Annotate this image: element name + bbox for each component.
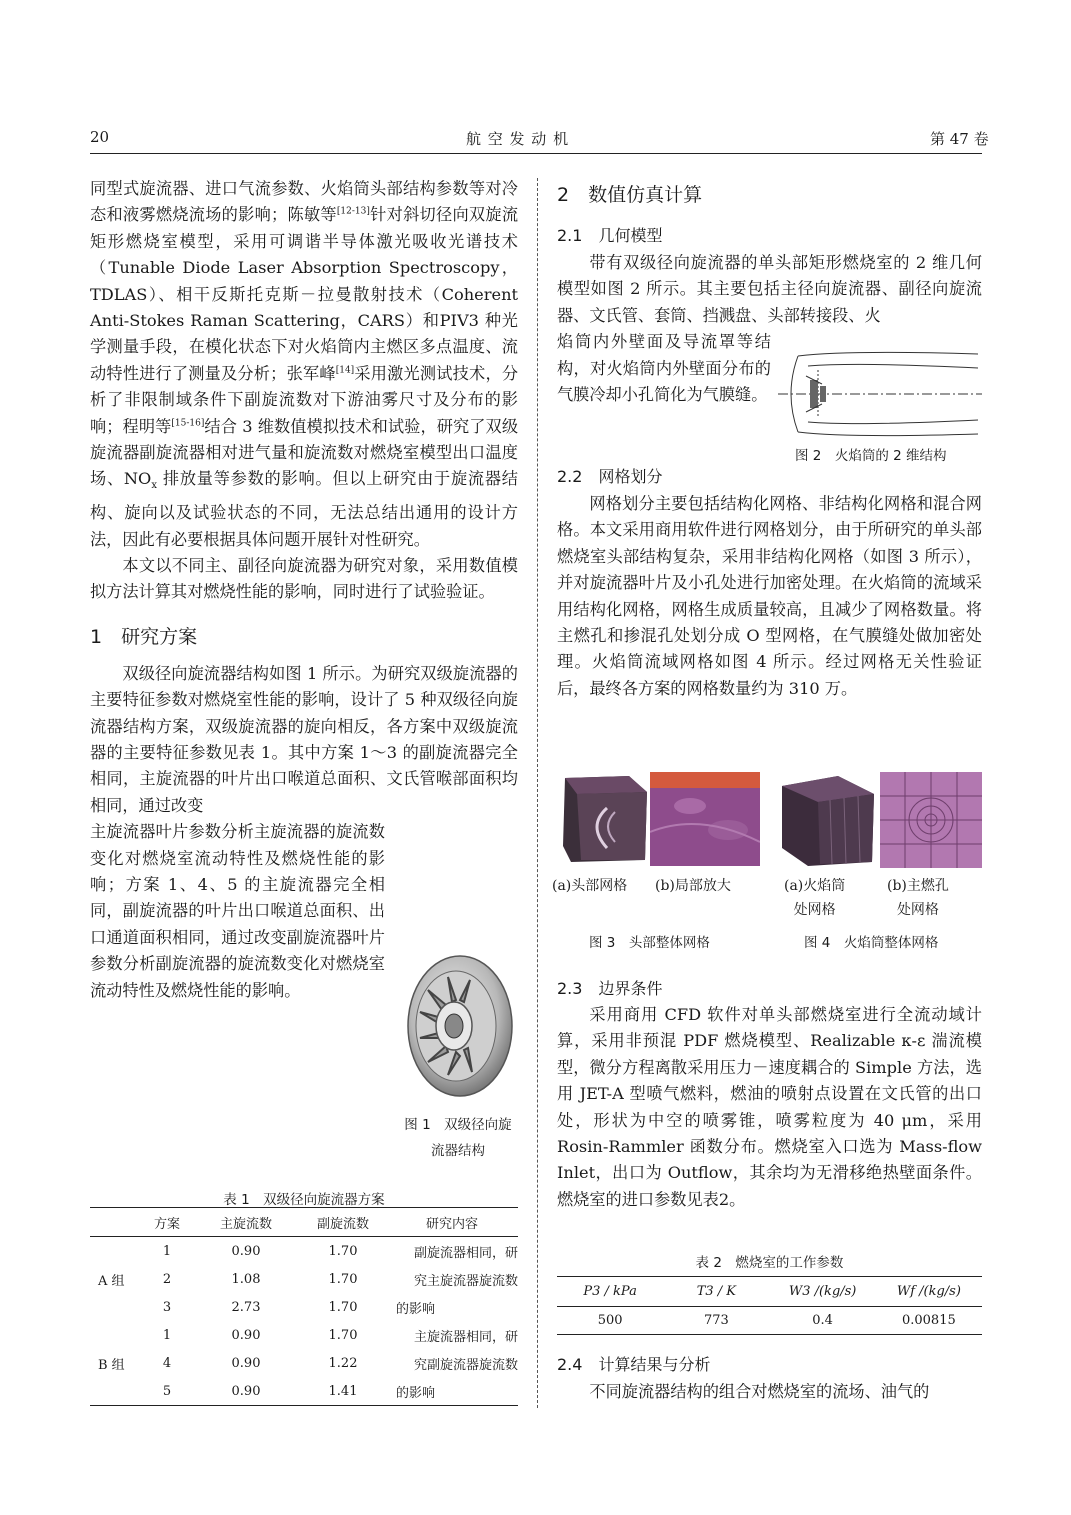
table-row: A 组 1 0.90 1.70 副旋流器相同，研 [98,1243,518,1289]
journal-name: 航 空 发 动 机 [466,130,570,148]
section-1-heading: 1 研究方案 [90,625,198,648]
table-1 [90,1207,518,1406]
table-row: 2 1.08 1.70 究主旋流器旋流数 [162,1271,518,1289]
paragraph-geometry-cont: 焰筒内外壁面及导流罩等结构，对火焰筒内外壁面分布的气膜冷却小孔简化为气膜缝。 [557,332,771,405]
figure-3a-label: (a)头部网格 [552,878,628,894]
section-2-heading: 2 数值仿真计算 [557,184,703,206]
figure-4a-label: (a)火焰筒 处网格 [784,878,846,918]
table-row: 3 2.73 1.70 的影响 [162,1299,436,1317]
table-2-caption: 表 2 燃烧室的工作参数 [695,1255,844,1271]
right-col-results [557,1379,982,1405]
left-column [90,176,518,1004]
paragraph-scheme-cont: 主旋流器叶片参数分析主旋流器的旋流数变化对燃烧室流动特性及燃烧性能的影响；方案 1、4、5 的主旋流器完全相同，副旋流器的叶片出口喉道总面积、出口通道面积相同，通过改变副旋流器叶片参数分析副旋流器的旋流数变化对燃烧室流动特性及燃烧性能的影响。 [90,822,385,1000]
section-2-3-heading: 2.3 边界条件 [557,979,663,998]
figure-3b-local-zoom [650,772,760,866]
paragraph-results: 不同旋流器结构的组合对燃烧室的流场、油气的 [589,1382,930,1401]
paragraph-scheme: 双级径向旋流器结构如图 1 所示。为研究双级旋流器的主要特征参数对燃烧室性能的影响，设计了 5 种双级径向旋流器结构方案，双级旋流器的旋向相反，各方案中双级旋流器的主要特征参数见表 1。其中方案 1～3 的副旋流器完全相同，主旋流器的叶片出口喉道总面积、文氏管喉部面积均相同，通过改变 [90,663,518,815]
figure-3a-head-mesh [557,772,649,864]
figure-3-caption: 图 3 头部整体网格 [589,935,710,951]
figure-4b-label: (b)主燃孔 处网格 [887,878,949,918]
figure-4a-liner-mesh [778,772,876,868]
table-1-caption: 表 1 双级径向旋流器方案 [223,1192,385,1208]
table-1-header: 方案 [153,1216,180,1232]
table-1-header: 副旋流数 [316,1216,369,1232]
paragraph-purpose: 本文以不同主、副径向旋流器为研究对象，采用数值模拟方法计算其对燃烧性能的影响，同时进行了试验验证。 [90,555,518,602]
paragraph-mesh: 网格划分主要包括结构化网格、非结构化网格和混合网格。本文采用商用软件进行网格划分，由于所研究的单头部燃烧室头部结构复杂，采用非结构化网格（如图 3 所示），并对旋流器叶片及小孔处进行加密处理。在火焰筒的流域采用结构化网格，网格生成质量较高，且减少了网格数量。将主燃孔和掺混孔处划分成 O 型网格，在气膜缝处做加密处理。火焰筒流域网格如图 4 所示。经过网格无关性验证后，最终各方案的网格数量约为 310 万。 [557,494,982,698]
figure-1-caption: 图 1 双级径向旋 流器结构 [404,1117,512,1159]
header-rule [90,153,982,154]
volume-label: 第 47 卷 [930,130,989,148]
section-2-4-heading: 2.4 计算结果与分析 [557,1355,711,1374]
table-row: 4 0.90 1.22 究副旋流器旋流数 [162,1355,518,1373]
paragraph-intro: 同型式旋流器、进口气流参数、火焰筒头部结构参数等对冷态和液雾燃烧流场的影响；陈敏等[12-13]针对斜切径向双旋流矩形燃烧室模型，采用可调谐半导体激光吸收光谱技术（Tunable Diode Laser Absorption Spectroscopy，TDLAS）、相干反斯托克斯－拉曼散射技术（Coherent Anti-Stokes Raman Scattering，CARS）和PIV3 种光学测量手段，在模化状态下对火焰筒内主燃区多点温度、流动特性进行了测量及分析；张军峰[14]采用激光测试技术，分析了非限制域条件下副旋流数对下游油雾尺寸及分布的影响；程明等[15-16]结合 3 维数值模拟技术和试验，研究了双级旋流器副旋流器相对进气量和旋流数对燃烧室模型出口温度场、$NO_x$ 排放量等参数的影响。但以上研究由于旋流器结构、旋向以及试验状态的不同，无法总结出通用的设计方法，因此有必要根据具体问题开展针对性研究。 [90,179,519,549]
table-1-header: 研究内容 [425,1216,478,1232]
table-1-header: 主旋流数 [219,1216,272,1232]
table-2-header: P3 / kPa [583,1284,637,1299]
figure-2-caption: 图 2 火焰筒的 2 维结构 [795,448,947,464]
table-2-header: T3 / K [696,1284,737,1299]
figure-3b-label: (b)局部放大 [655,878,731,894]
paragraph-geometry: 带有双级径向旋流器的单头部矩形燃烧室的 2 维几何模型如图 2 所示。其主要包括主径向旋流器、副径向旋流器、文氏管、套筒、挡溅盘、头部转接段、火 [557,253,982,325]
column-divider [537,178,538,1408]
table-2-header: W3 /(kg/s) [788,1284,857,1299]
figure-1-swirler [398,950,518,1100]
table-row: B 组 1 0.90 1.70 主旋流器相同，研 [98,1327,518,1373]
table-2-header: Wf /(kg/s) [896,1284,961,1299]
table-row: 500 773 0.4 0.00815 [597,1313,956,1328]
page-number: 20 [90,128,110,146]
right-col-mesh [557,491,982,702]
paragraph-boundary: 采用商用 CFD 软件对单头部燃烧室进行全流动域计算，采用非预混 PDF 燃烧模型、Realizable κ-ε 湍流模型，微分方程离散采用压力－速度耦合的 Simple 方法，选用 JET-A 型喷气燃料，燃油的喷射点设置在文氏管的出口处，形状为中空的喷雾锥，喷雾粒度为 40 μm，采用 Rosin-Rammler 函数分布。燃烧室入口选为 Mass-flow Inlet，出口为 Outflow，其余均为无滑移绝热壁面条件。燃烧室的进口参数见表2。 [557,1005,982,1209]
section-2-2-heading: 2.2 网格划分 [557,467,663,486]
table-row: 5 0.90 1.41 的影响 [162,1383,436,1401]
right-col-boundary [557,1002,982,1213]
section-2-1-heading: 2.1 几何模型 [557,226,663,245]
figure-4-caption: 图 4 火焰筒整体网格 [804,935,939,951]
figure-4b-dilution-hole-mesh [880,772,982,868]
figure-2-liner [778,348,982,440]
table-2 [557,1276,982,1335]
